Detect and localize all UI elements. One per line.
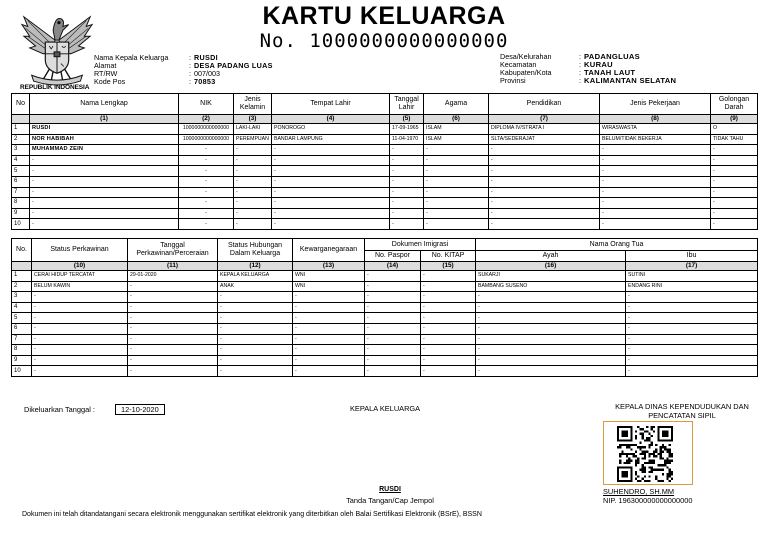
table-cell: 5 [12,166,30,177]
table-cell: - [179,166,234,177]
table-cell: - [234,155,272,166]
postal-code-value: 70853 [194,77,216,86]
table-cell: - [711,145,758,156]
table-cell: - [32,292,128,303]
table-cell: 9 [12,355,32,366]
table-cell: - [365,292,421,303]
table-cell: - [128,366,218,377]
table-cell: - [272,219,390,230]
table-cell: ENDANG RINI [626,281,758,292]
table-cell: - [489,176,600,187]
agency-line-1: KEPALA DINAS KEPENDUDUKAN DAN [615,402,749,411]
table-cell: - [234,166,272,177]
table-cell: 6 [12,176,30,187]
table-cell: - [179,208,234,219]
table-cell: - [476,366,626,377]
table-cell: - [179,155,234,166]
family-members-table [11,93,758,230]
table-cell: - [600,208,711,219]
table-cell: - [30,187,179,198]
column-number: (11) [128,262,218,271]
table-cell: - [711,219,758,230]
table-cell: - [424,166,489,177]
table-cell: - [293,323,365,334]
signature-caption: Tanda Tangan/Cap Jempol [346,496,434,505]
table-cell: - [179,145,234,156]
table-cell: - [365,313,421,324]
table-cell: 29-01-2020 [128,271,218,282]
table-cell: BELUM KAWIN [32,281,128,292]
table-cell: - [30,176,179,187]
table-cell: - [600,145,711,156]
table-cell: - [626,345,758,356]
table-cell: - [421,345,476,356]
table-cell: 11-04-1970 [390,134,424,145]
table-cell: 8 [12,345,32,356]
family-status-table [11,238,758,377]
table-cell: - [711,208,758,219]
table-cell: - [365,345,421,356]
table-cell: - [489,208,600,219]
table-cell: BANDAR LAMPUNG [272,134,390,145]
table-cell: - [128,281,218,292]
table-cell: - [234,145,272,156]
table-cell: - [32,323,128,334]
info-label: RT/RW [94,69,118,78]
column-number: (16) [476,262,626,271]
table-cell: SUKARJI [476,271,626,282]
table-cell: 4 [12,155,30,166]
col-header-immigration-docs: Dokumen Imigrasi [365,239,476,251]
table-cell: WNI [293,281,365,292]
table-row [12,334,758,345]
col-header-parents: Nama Orang Tua [476,239,758,251]
column-number: (5) [390,115,424,124]
table-cell: - [32,345,128,356]
table-cell: WIRASWASTA [600,124,711,135]
table-cell: - [293,292,365,303]
table-cell: - [365,334,421,345]
table-cell: 10 [12,366,32,377]
rt-rw-value: 007/003 [194,69,220,78]
table-cell: DIPLOMA IV/STRATA I [489,124,600,135]
column-number: (1) [30,115,179,124]
table-row [12,271,758,282]
column-number: (9) [711,115,758,124]
column-number: (2) [179,115,234,124]
table-row [12,302,758,313]
table-cell: - [711,166,758,177]
table-cell: - [424,208,489,219]
table-cell: CERAI HIDUP TERCATAT [32,271,128,282]
table-cell: - [424,145,489,156]
table-cell: - [421,334,476,345]
table-cell: - [390,208,424,219]
col-header-passport: No. Paspor [365,251,421,262]
table-cell: - [293,302,365,313]
table-cell: - [489,166,600,177]
table-cell: - [218,355,293,366]
table-cell: ISLAM [424,134,489,145]
qr-code-icon [617,426,673,482]
official-nip: NIP. 196300000000000000 [603,496,693,505]
column-number: (15) [421,262,476,271]
table-cell: - [626,302,758,313]
table-cell: 3 [12,145,30,156]
table-cell: RUSDI [30,124,179,135]
table-cell: - [218,313,293,324]
table-cell: - [424,155,489,166]
column-number: (8) [600,115,711,124]
table-cell: - [293,345,365,356]
table-cell: - [421,313,476,324]
column-number: (4) [272,115,390,124]
table-cell: - [272,208,390,219]
table-cell: PONOROGO [272,124,390,135]
info-label: Provinsi [500,76,526,85]
table-cell: - [626,292,758,303]
table-cell: - [421,366,476,377]
info-row: Kabupaten/Kota : TANAH LAUT [500,68,636,77]
table-row [12,355,758,366]
table-cell: - [600,198,711,209]
table-cell: - [234,176,272,187]
table-cell: 2 [12,281,32,292]
table-row [12,145,758,156]
table-cell: - [218,345,293,356]
table-cell: - [293,355,365,366]
table-cell: - [390,176,424,187]
column-number: (3) [234,115,272,124]
table-cell: - [365,281,421,292]
info-row: RT/RW : 007/003 [94,69,220,78]
regency-value: TANAH LAUT [584,68,636,77]
info-label: Kecamatan [500,60,537,69]
agency-title [600,403,764,420]
family-info-right [500,53,676,85]
info-row: Kode Pos : 70853 [94,77,216,86]
issued-label: Dikeluarkan Tanggal : [24,405,95,414]
table-cell: 1000000000000000 [179,134,234,145]
table-cell: - [476,302,626,313]
table-cell: - [390,198,424,209]
table-cell: - [272,155,390,166]
table-cell: - [128,292,218,303]
table-cell: - [421,292,476,303]
official-block [603,487,692,505]
table-cell: - [424,219,489,230]
table-cell: - [30,198,179,209]
table-cell: - [365,355,421,366]
table-cell: - [626,366,758,377]
column-number: (17) [626,262,758,271]
table-row [12,198,758,209]
table-cell: - [32,313,128,324]
village-value: PADANGLUAS [584,52,641,61]
table-cell: - [626,334,758,345]
column-number: (14) [365,262,421,271]
family-info-left [94,54,273,86]
col-header-birthplace: Tempat Lahir [272,94,390,115]
table-cell: ANAK [218,281,293,292]
table-cell: 1 [12,124,30,135]
col-header-gender: Jenis Kelamin [234,94,272,115]
table-cell: - [32,334,128,345]
col-header-education: Pendidikan [489,94,600,115]
info-label: Nama Kepala Keluarga [94,53,169,62]
table-cell: 2 [12,134,30,145]
table-cell: - [179,176,234,187]
column-number: (12) [218,262,293,271]
table-cell: - [390,145,424,156]
table-cell: - [476,355,626,366]
head-of-family-name: RUSDI [379,486,401,493]
col-header-birthdate: Tanggal Lahir [390,94,424,115]
table-cell: - [179,187,234,198]
table-cell: - [626,313,758,324]
col-header-occupation: Jenis Pekerjaan [600,94,711,115]
col-header-religion: Agama [424,94,489,115]
table-cell: - [365,323,421,334]
col-header-blood-type: Golongan Darah [711,94,758,115]
table-cell: - [421,323,476,334]
col-header-no: No [12,94,30,115]
info-label: Alamat [94,61,117,70]
table-row [12,313,758,324]
table-cell: - [711,198,758,209]
table-row [12,323,758,334]
table-cell: ISLAM [424,124,489,135]
table-cell: - [234,187,272,198]
table-cell: - [424,187,489,198]
table-cell: - [218,366,293,377]
table-cell: 1000000000000000 [179,124,234,135]
info-label: Kode Pos [94,77,126,86]
info-row: Alamat : DESA PADANG LUAS [94,61,273,70]
table-row [12,281,758,292]
table-cell: - [30,208,179,219]
table-cell: SUTINI [626,271,758,282]
col-header-kitap: No. KITAP [421,251,476,262]
table-cell: - [272,198,390,209]
issued-date: 12-10-2020 [115,404,165,415]
table-cell: 10 [12,219,30,230]
table-row [12,176,758,187]
table-cell: - [128,313,218,324]
table-cell: - [32,302,128,313]
col-header-marriage-date: Tanggal Perkawinan/Perceraian [128,239,218,262]
agency-line-2: PENCATATAN SIPIL [648,410,716,420]
col-header-relationship: Status Hubungan Dalam Keluarga [218,239,293,262]
head-of-family-value: RUSDI [194,53,218,62]
info-row: Provinsi : KALIMANTAN SELATAN [500,76,677,85]
table-cell: PEREMPUAN [234,134,272,145]
table-cell: - [128,334,218,345]
table-cell: - [626,323,758,334]
table-cell: - [128,355,218,366]
table-cell: - [711,176,758,187]
table-cell: - [421,281,476,292]
table-row [12,345,758,356]
table-row [12,134,758,145]
column-number: (13) [293,262,365,271]
table-cell: - [489,187,600,198]
table-cell: - [179,219,234,230]
table-cell: WNI [293,271,365,282]
district-value: KURAU [584,60,613,69]
table-cell: - [424,176,489,187]
table-cell: - [218,292,293,303]
table-cell: - [600,166,711,177]
column-number: (7) [489,115,600,124]
table-row [12,155,758,166]
table-cell: 4 [12,302,32,313]
table-cell: - [390,219,424,230]
table-cell: - [32,355,128,366]
table-cell: 7 [12,334,32,345]
table-cell: - [421,302,476,313]
table-cell: - [476,313,626,324]
col-header-father: Ayah [476,251,626,262]
table-row [12,366,758,377]
table-row [12,187,758,198]
table-cell: 17-09-1965 [390,124,424,135]
electronic-signature-note: Dokumen ini telah ditandatangani secara elektronik menggunakan sertifikat elektronik yang diterbitkan oleh Balai Sertifikasi Elektronik (BSrE), BSSN [22,511,482,518]
table-cell: 5 [12,313,32,324]
head-of-family-label: KEPALA KELUARGA [350,404,421,413]
table-cell: - [272,166,390,177]
table-cell: - [476,323,626,334]
table-cell: - [476,292,626,303]
table-cell: 6 [12,323,32,334]
table-row [12,166,758,177]
table-cell: 9 [12,208,30,219]
table-cell: - [32,366,128,377]
table-cell: - [489,219,600,230]
table-cell: - [30,155,179,166]
table-cell: 7 [12,187,30,198]
document-title: KARTU KELUARGA [262,2,506,30]
table-cell: - [424,198,489,209]
table-cell: - [600,176,711,187]
col-header-marital-status: Status Perkawinan [32,239,128,262]
table-cell: - [600,155,711,166]
column-number: (10) [32,262,128,271]
table-cell: BELUM/TIDAK BEKERJA [600,134,711,145]
table-cell: - [218,334,293,345]
table-row [12,292,758,303]
table-cell: - [390,155,424,166]
info-label: Kabupaten/Kota [500,68,552,77]
table-cell: - [30,166,179,177]
table-row [12,124,758,135]
table-cell: - [626,355,758,366]
table-cell: O [711,124,758,135]
table-cell: - [711,187,758,198]
column-number: (6) [424,115,489,124]
table-cell: LAKI-LAKI [234,124,272,135]
table-cell: - [489,155,600,166]
table-cell: - [272,187,390,198]
table-cell: - [476,345,626,356]
table-cell: - [489,198,600,209]
table-cell: - [711,155,758,166]
address-value: DESA PADANG LUAS [194,61,273,70]
table-cell: - [218,323,293,334]
col-header-citizenship: Kewarganegaraan [293,239,365,262]
table-cell: - [390,166,424,177]
table-cell: - [234,208,272,219]
table-cell: 8 [12,198,30,209]
table-cell: NOR HABIBAH [30,134,179,145]
table-cell: - [234,219,272,230]
table-row [12,219,758,230]
col-header-name: Nama Lengkap [30,94,179,115]
table-cell: - [234,198,272,209]
table-cell: - [365,302,421,313]
document-number: No. 1000000000000000 [259,30,509,52]
table-cell: - [272,145,390,156]
table-cell: - [293,313,365,324]
table-cell: MUHAMMAD ZEIN [30,145,179,156]
info-row: Kecamatan : KURAU [500,60,613,69]
table-cell: - [293,366,365,377]
info-label: Desa/Kelurahan [500,52,552,61]
table-cell: - [128,302,218,313]
table-row [12,208,758,219]
info-row: Nama Kepala Keluarga : RUSDI [94,53,218,62]
table-cell: BAMBANG SUSENO [476,281,626,292]
col-header-nik: NIK [179,94,234,115]
table-cell: - [365,366,421,377]
qr-code-frame [603,421,693,485]
col-header-no: No. [12,239,32,262]
table-cell: - [421,355,476,366]
table-cell: - [218,302,293,313]
col-header-mother: Ibu [626,251,758,262]
table-cell: - [179,198,234,209]
official-name: SUHENDRO, SH.MM [603,487,675,496]
table-cell: - [293,334,365,345]
table-cell: - [489,145,600,156]
issued-date-block [24,404,165,415]
table-cell: - [128,345,218,356]
table-cell: 3 [12,292,32,303]
column-number [12,115,30,124]
table-cell: - [421,271,476,282]
table-cell: SLTA/SEDERAJAT [489,134,600,145]
table-cell: TIDAK TAHU [711,134,758,145]
table-cell: 1 [12,271,32,282]
column-number [12,262,32,271]
table-cell: - [476,334,626,345]
province-value: KALIMANTAN SELATAN [584,76,677,85]
table-cell: KEPALA KELUARGA [218,271,293,282]
country-label: REPUBLIK INDONESIA [20,84,90,91]
table-cell: - [390,187,424,198]
table-cell: - [30,219,179,230]
table-cell: - [365,271,421,282]
table-cell: - [600,219,711,230]
info-row: Desa/Kelurahan : PADANGLUAS [500,52,641,61]
table-cell: - [128,323,218,334]
table-cell: - [272,176,390,187]
table-cell: - [600,187,711,198]
